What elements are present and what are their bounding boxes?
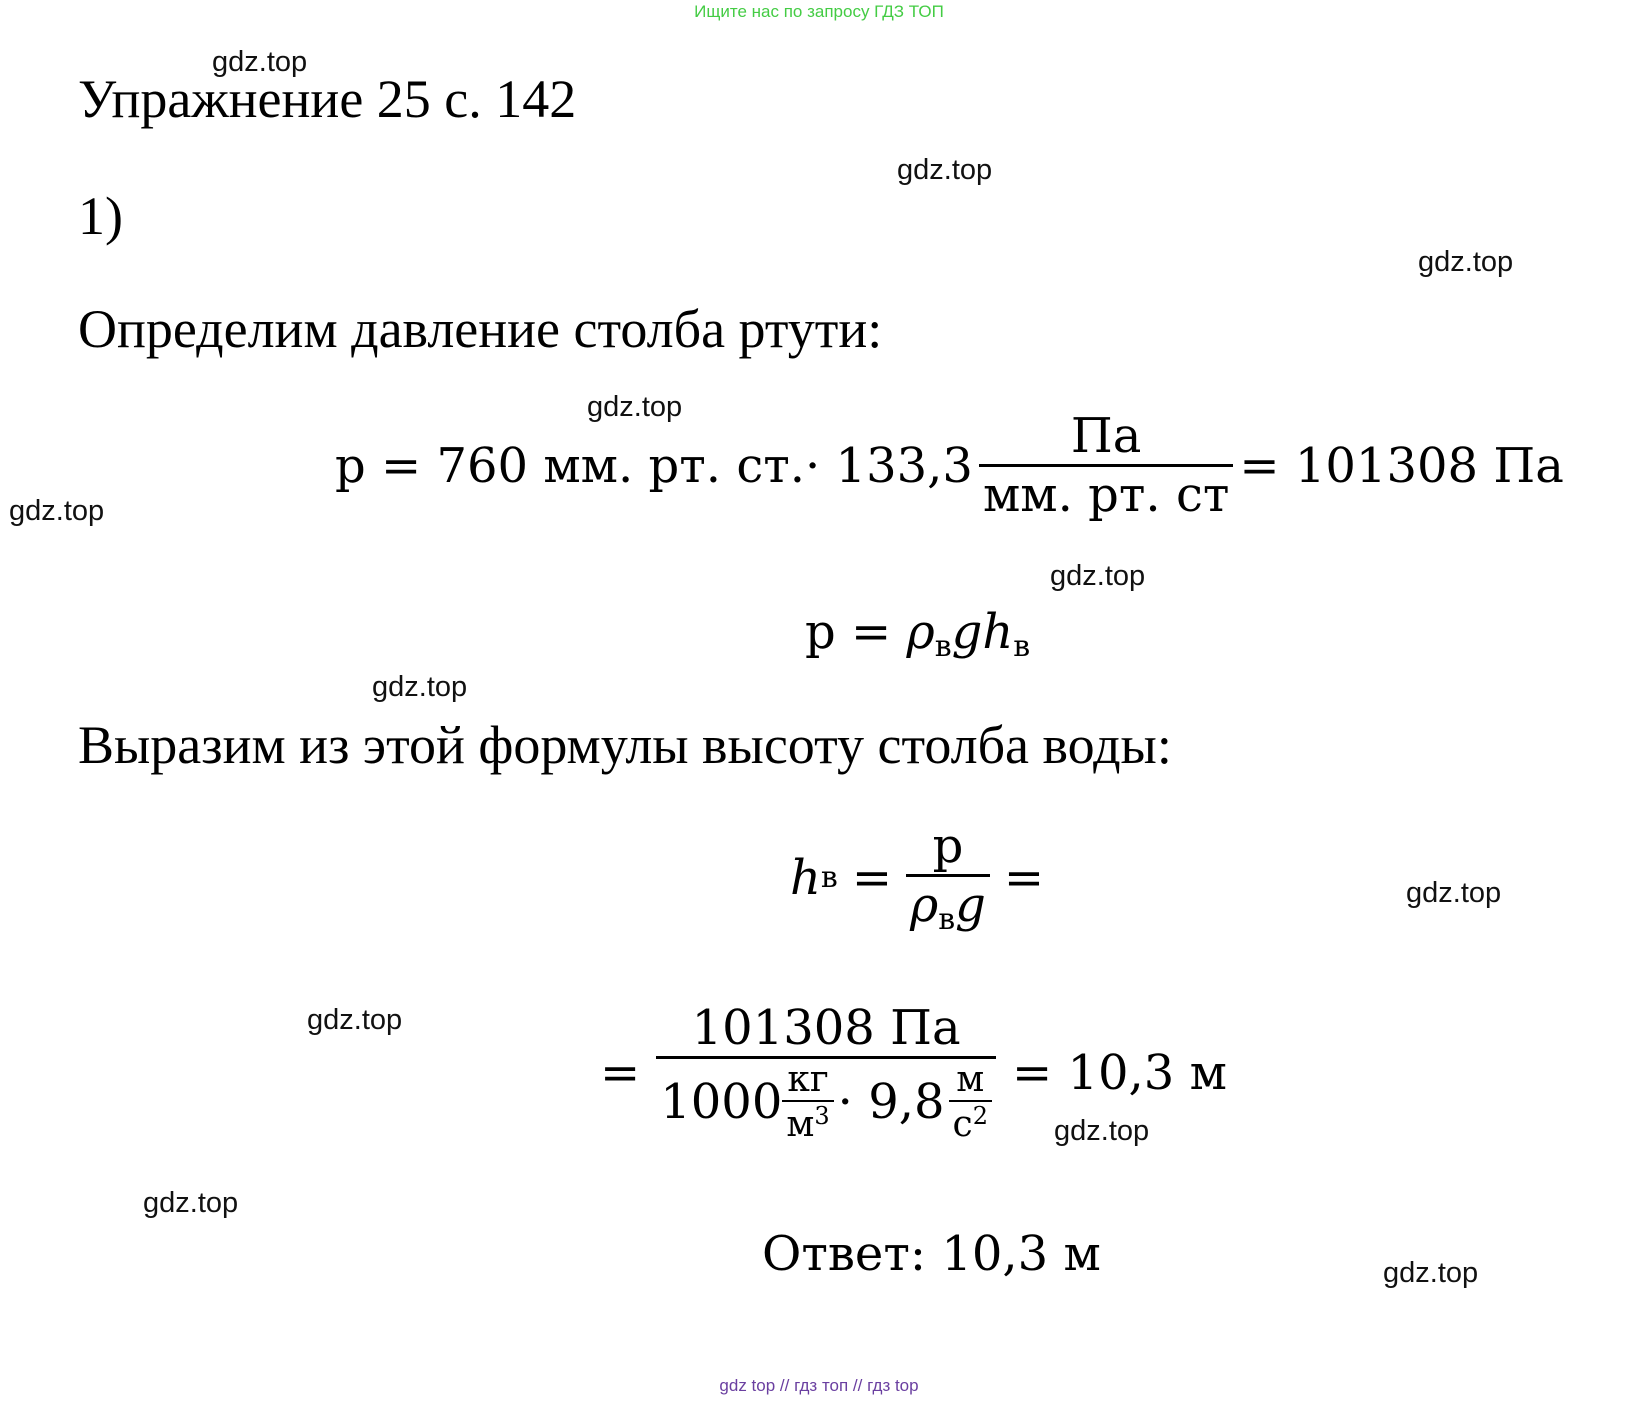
eq2-sub: в [934,629,952,664]
eq3-tail: = [1003,849,1045,906]
eq3-h: h [790,849,821,906]
eq3-frac-den: $\rho_вg$ [910,877,986,937]
exercise-title: Упражнение 25 с. 142 [78,69,577,129]
eq4-frac-num: 101308 Па [691,1000,961,1056]
watermark: gdz.top [1406,877,1502,909]
eq1-lhs: p = 760 мм. рт. ст.· 133,3 [335,437,973,494]
unit-m-per-s2: $\frac{м}{с^2}$ [949,1059,992,1145]
item-number: 1) [78,186,123,246]
watermark: gdz.top [1418,246,1514,278]
eq2-g: g [951,604,983,660]
eq2-lhs: p = [805,604,907,660]
footer-links[interactable]: gdz top // гдз топ // гдз top [719,1376,919,1395]
step-1-text: Определим давление столба ртути: [78,299,883,359]
eq1-frac-num: Па [1070,408,1142,464]
equation-height-formula [790,818,1044,937]
unit-kg-per-m3: $\frac{кг}{м^3}$ [782,1059,833,1145]
equation-hydrostatic [805,604,1030,664]
watermark: gdz.top [587,391,683,423]
equation-height-value [600,1000,1227,1145]
watermark: gdz.top [143,1187,239,1219]
eq4-equals: = [600,1044,641,1101]
top-banner[interactable]: Ищите нас по запросу ГДЗ ТОП [694,2,944,21]
watermark: gdz.top [1054,1115,1150,1147]
watermark: gdz.top [307,1004,403,1036]
eq4-rhs: = 10,3 м [1011,1044,1227,1101]
eq4-frac-den: 1000 $\frac{кг}{м^3}$ · 9,8 $\frac{м}{с^2}$ [656,1059,996,1145]
answer: Ответ: 10,3 м [762,1226,1101,1282]
watermark: gdz.top [897,154,993,186]
equation-mercury-pressure [335,408,1564,523]
eq3-sub: в [820,860,838,895]
eq3-equals: = [851,849,893,906]
watermark: gdz.top [212,46,308,78]
step-2-text: Выразим из этой формулы высоту столба воды: [78,715,1172,775]
watermark: gdz.top [9,495,105,527]
watermark: gdz.top [1050,560,1146,592]
eq4-fraction [656,1000,996,1145]
eq2-rho: ρ [906,604,935,660]
eq3-frac-num: p [932,818,964,874]
eq2-h: h [982,604,1014,660]
eq2-sub: в [1013,629,1031,664]
eq3-fraction [906,818,990,937]
eq1-frac-den: мм. рт. ст [982,467,1230,523]
eq1-rhs: = 101308 Па [1239,437,1564,494]
eq1-unit-fraction [979,408,1233,523]
watermark: gdz.top [372,671,468,703]
watermark: gdz.top [1383,1257,1479,1289]
